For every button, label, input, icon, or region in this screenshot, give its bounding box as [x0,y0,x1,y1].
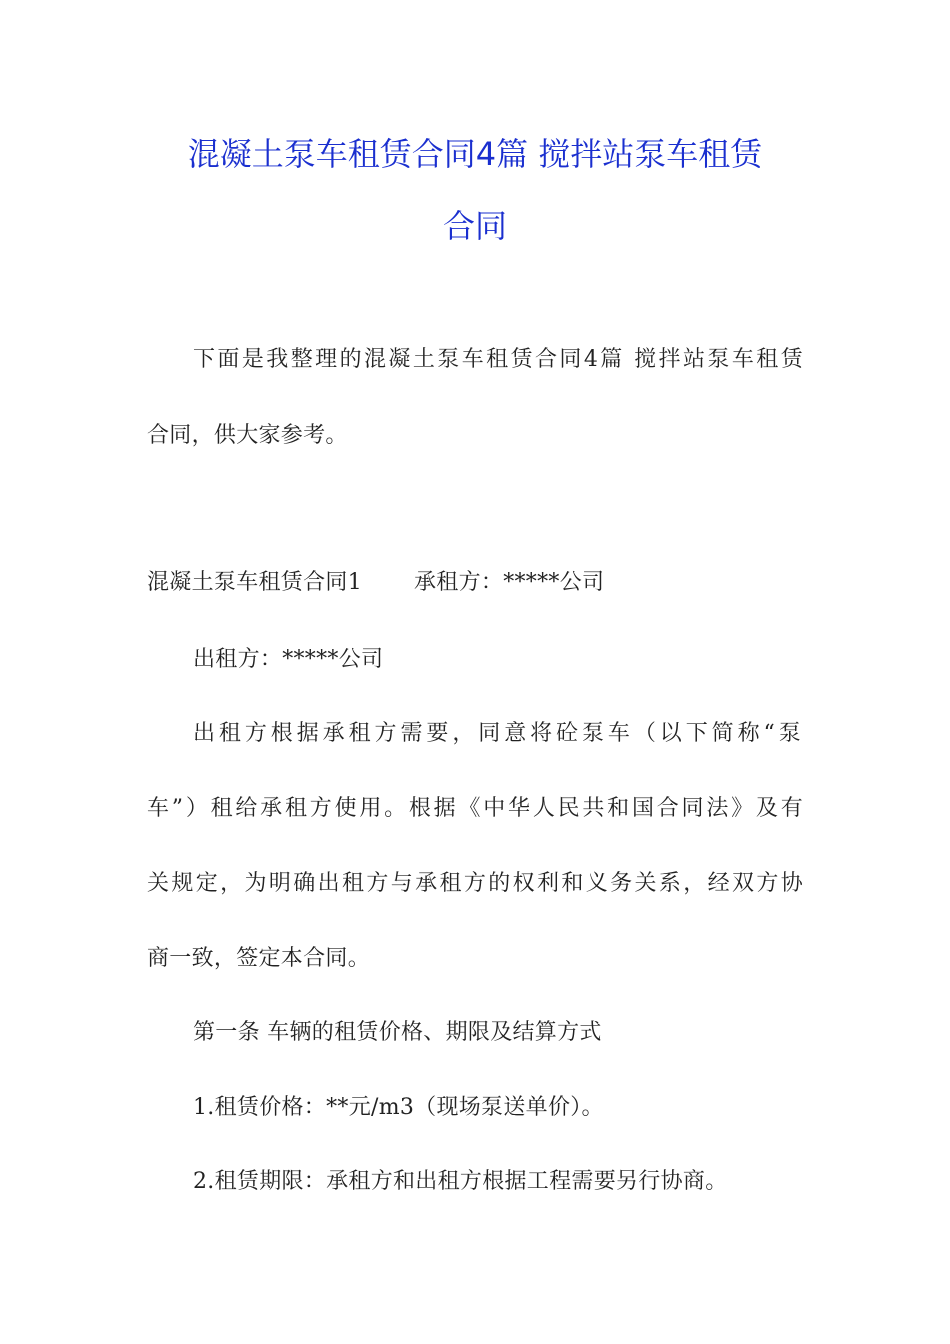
document-title-line-1: 混凝土泵车租赁合同4篇 搅拌站泵车租赁 [187,135,763,173]
lessee-line: 承租方：*****公司 [414,570,605,595]
para1-line-1: 出租方根据承租方需要，同意将砼泵车（以下简称“泵 [193,721,801,746]
intro-line-1: 下面是我整理的混凝土泵车租赁合同4篇 搅拌站泵车租赁 [193,347,803,372]
article-1-heading: 第一条 车辆的租赁价格、期限及结算方式 [193,1020,602,1045]
intro-line-2: 合同，供大家参考。 [147,423,348,448]
article-1-item-2: 2.租赁期限：承租方和出租方根据工程需要另行协商。 [193,1169,728,1194]
para1-line-4: 商一致，签定本合同。 [147,946,371,971]
document-title-line-2: 合同 [442,207,507,245]
section-heading: 混凝土泵车租赁合同1 [147,570,362,595]
para1-line-3: 关规定，为明确出租方与承租方的权利和义务关系，经双方协 [147,871,803,896]
para1-line-2: 车”）租给承租方使用。根据《中华人民共和国合同法》及有 [147,796,803,821]
lessor-line: 出租方：*****公司 [193,647,384,672]
article-1-item-1: 1.租赁价格：**元/m3（现场泵送单价）。 [193,1095,604,1120]
section-heading-row [147,568,817,598]
